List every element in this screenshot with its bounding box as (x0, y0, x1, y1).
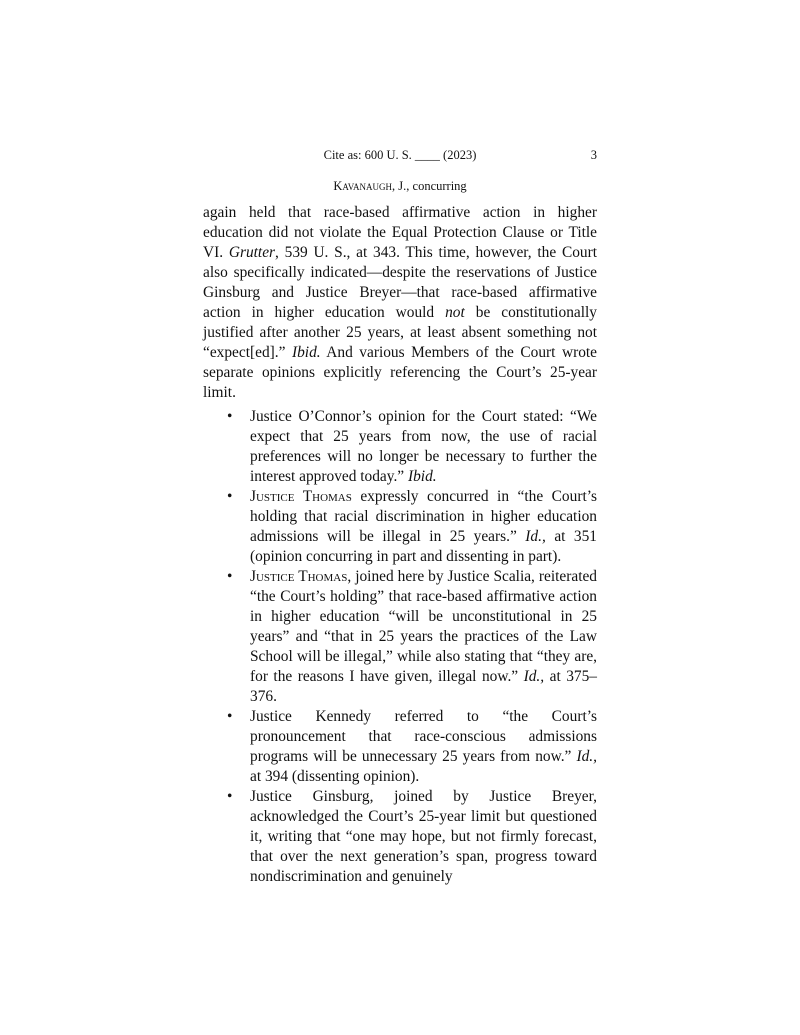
bullet-icon: • (227, 408, 233, 425)
paragraph-text: again held that race-based affirmative action in higher education did not violate the Equal Protection Clause or Title VI. (203, 204, 597, 261)
bullet-item (203, 487, 597, 567)
bullet-item (203, 787, 597, 887)
bullet-item (203, 707, 597, 787)
author-name: Kavanaugh (333, 179, 393, 193)
citation: Id., (525, 528, 546, 545)
citation: Id., (576, 748, 597, 765)
citation-ibid: Ibid. (291, 344, 321, 361)
justice-name: Justice Thomas (250, 488, 352, 505)
bullet-text: Justice O’Connor’s opinion for the Court stated: “We expect that 25 years from now, the use of racial preferences will no longer be necessary to further the interest approved today.” (250, 408, 597, 485)
running-head (203, 146, 597, 166)
bullet-text: expressly concurred in “the Court’s holding that racial discrimination in higher education admissions will be illegal in 25 years.” (250, 488, 597, 545)
bullet-tail: at 375–376. (250, 668, 597, 705)
body-paragraph (203, 203, 597, 403)
bullet-icon: • (227, 788, 233, 805)
bullet-tail: at 351 (opinion concurring in part and dissenting in part). (250, 528, 598, 565)
citation-header: Cite as: 600 U. S. ____ (2023) (323, 148, 477, 162)
opinion-author-line (203, 179, 597, 194)
bullet-text: , joined here by Justice Scalia, reiterated “the Court’s holding” that race-based affirmative action in higher education “will be unconstitutional in 25 years” and “that in 25 years the practices of the Law School will be illegal,” while also stating that “they are, for the reasons I have given, illegal now.” (250, 568, 597, 685)
emphasis: not (445, 304, 465, 321)
bullet-icon: • (227, 708, 233, 725)
bullet-text: Justice Kennedy referred to “the Court’s pronouncement that race-conscious admissions programs will be unnecessary 25 years from now.” (250, 708, 597, 765)
bullet-list (203, 407, 597, 887)
paragraph-text: be constitutionally justified after another 25 years, at least absent something not “expect[ed].” (203, 304, 598, 361)
page-number: 3 (590, 148, 597, 162)
case-name: Grutter (228, 244, 276, 261)
paragraph-text: And various Members of the Court wrote separate opinions explicitly referencing the Court’s 25-year limit. (203, 344, 598, 401)
author-suffix: , J., concurring (392, 179, 467, 193)
opinion-body (203, 203, 597, 887)
bullet-item (203, 407, 597, 487)
bullet-icon: • (227, 568, 233, 585)
paragraph-text: , 539 U. S., at 343. This time, however, the Court also specifically indicated—despite the reservations of Justice Ginsburg and Justice Breyer—that race-based affirmative action in higher education would (203, 244, 597, 321)
bullet-item (203, 567, 597, 707)
citation: Ibid. (407, 468, 437, 485)
bullet-icon: • (227, 488, 233, 505)
bullet-tail: at 394 (dissenting opinion). (250, 768, 420, 785)
citation: Id., (523, 668, 545, 685)
justice-name: Justice Thomas (250, 568, 348, 585)
bullet-text: Justice Ginsburg, joined by Justice Breyer, acknowledged the Court’s 25-year limit but questioned it, writing that “one may hope, but not firmly forecast, that over the next generation’s span, progress toward nondiscrimination and genuinely (250, 788, 597, 885)
